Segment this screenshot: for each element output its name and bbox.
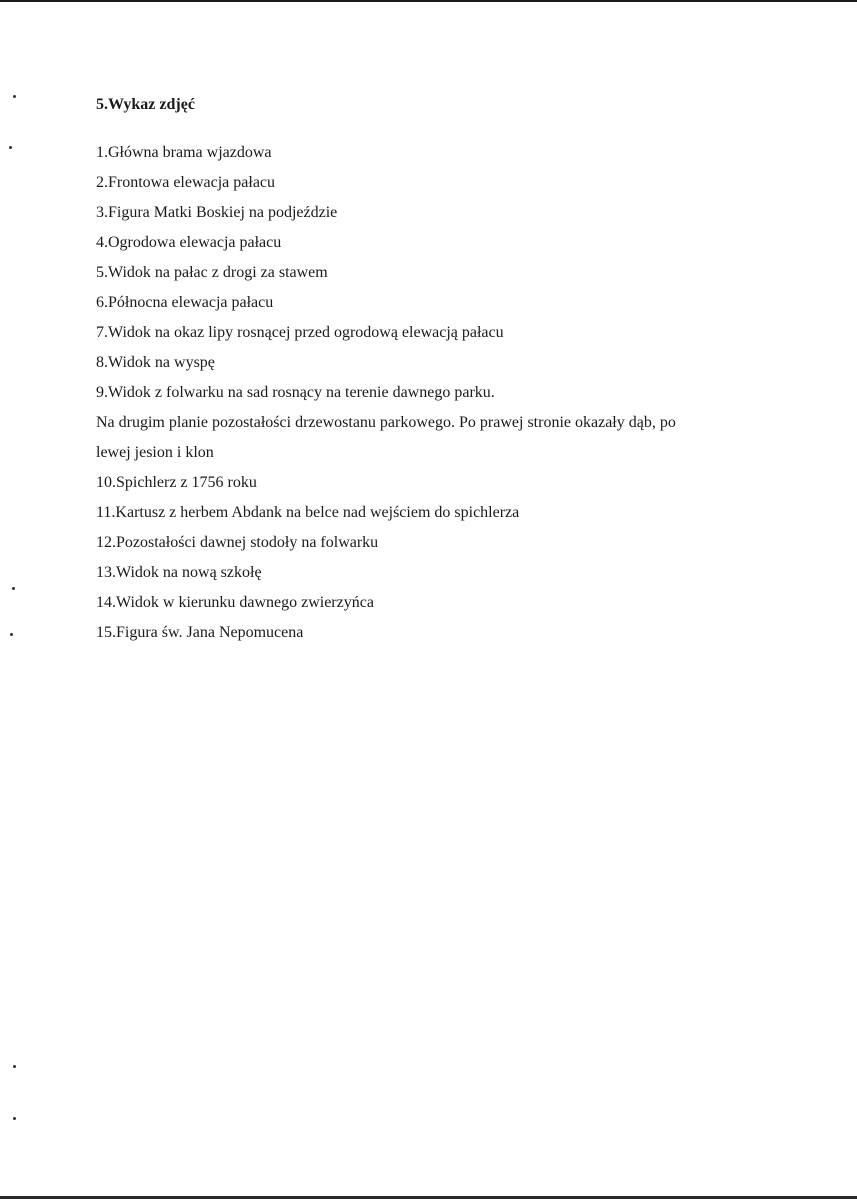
- scan-edge-top: [0, 0, 857, 2]
- list-item-text: 11.Kartusz z herbem Abdank na belce nad wejściem do spichlerza: [96, 504, 520, 521]
- list-item: [96, 288, 796, 318]
- list-item-text: lewej jesion i klon: [96, 444, 214, 461]
- list-item: [96, 228, 796, 258]
- list-item: [96, 588, 796, 618]
- list-item: [96, 378, 796, 408]
- photo-list: [96, 138, 796, 648]
- list-item-text: 7.Widok na okaz lipy rosnącej przed ogrodową elewacją pałacu: [96, 324, 504, 341]
- scan-dot: [9, 146, 12, 149]
- list-item: [96, 558, 796, 588]
- list-item: [96, 618, 796, 648]
- list-item: [96, 498, 796, 528]
- list-item-text: 15.Figura św. Jana Nepomucena: [96, 624, 304, 641]
- scan-dot: [10, 633, 13, 636]
- list-item: [96, 138, 796, 168]
- document-page: [96, 94, 796, 648]
- scan-dot: [13, 1065, 16, 1068]
- list-item-text: 9.Widok z folwarku na sad rosnący na terenie dawnego parku.: [96, 384, 495, 401]
- list-item-text: 5.Widok na pałac z drogi za stawem: [96, 264, 328, 281]
- list-item-text: 1.Główna brama wjazdowa: [96, 144, 272, 161]
- list-item-text: Na drugim planie pozostałości drzewostanu parkowego. Po prawej stronie okazały dąb, po: [96, 414, 676, 431]
- list-item: [96, 468, 796, 498]
- list-item: [96, 318, 796, 348]
- list-item: [96, 258, 796, 288]
- scan-dot: [12, 587, 15, 590]
- scan-dot: [13, 95, 16, 98]
- list-item: [96, 168, 796, 198]
- list-item-text: 8.Widok na wyspę: [96, 354, 215, 371]
- scan-dot: [13, 1117, 16, 1120]
- page-title: 5.Wykaz zdjęć: [96, 96, 195, 113]
- list-item-text: 12.Pozostałości dawnej stodoły na folwarku: [96, 534, 379, 551]
- list-item: [96, 198, 796, 228]
- list-item: [96, 528, 796, 558]
- list-item-text: 10.Spichlerz z 1756 roku: [96, 474, 257, 491]
- list-item-text: 3.Figura Matki Boskiej na podjeździe: [96, 204, 338, 221]
- list-item-text: 2.Frontowa elewacja pałacu: [96, 174, 276, 191]
- list-item-text: 4.Ogrodowa elewacja pałacu: [96, 234, 282, 251]
- list-item: [96, 348, 796, 378]
- list-item-text: 14.Widok w kierunku dawnego zwierzyńca: [96, 594, 374, 611]
- list-item-text: 13.Widok na nową szkołę: [96, 564, 262, 581]
- list-item: [96, 408, 796, 438]
- list-item: [96, 438, 796, 468]
- list-item-text: 6.Północna elewacja pałacu: [96, 294, 274, 311]
